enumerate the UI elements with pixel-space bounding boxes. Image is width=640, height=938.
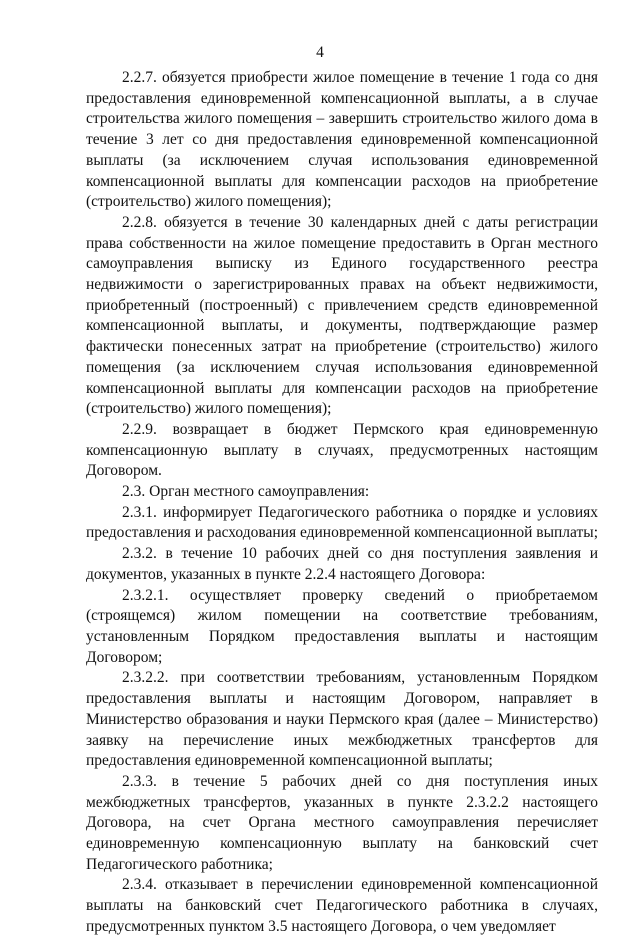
paragraph-2-3-2-2: 2.3.2.2. при соответствии требованиям, установленным Порядком предоставления выплаты и настоящим Договором, направляет в Министерство образования и науки Пермского края (далее – Министерство) заявку на перечисление иных межбюджетных трансфертов для предоставления единовременной компенсационной выплаты; [86, 669, 598, 770]
page-number: 4 [316, 44, 324, 61]
paragraph-2-3: 2.3. Орган местного самоуправления: [122, 483, 370, 501]
document-body [86, 68, 598, 938]
paragraph-2-2-9: 2.2.9. возвращает в бюджет Пермского края единовременную компенсационную выплату в случаях, предусмотренных настоящим Договором. [86, 420, 598, 480]
paragraph-2-3-4: 2.3.4. отказывает в перечислении единовременной компенсационной выплаты на банковский счет Педагогического работника в случаях, предусмотренных пунктом 3.5 настоящего Договора, о чем уведомляет [86, 876, 598, 935]
paragraph-2-2-7: 2.2.7. обязуется приобрести жилое помещение в течение 1 года со дня предоставления единовременной компенсационной выплаты, а в случае строительства жилого помещения – завершить строительство жилого дома в течение 3 лет со дня предоставления единовременной компенсационной выплаты (за исключением случая использования единовременной компенсационной выплаты для компенсации расходов на приобретение (строительство) жилого помещения); [86, 69, 598, 211]
paragraph-2-2-8: 2.2.8. обязуется в течение 30 календарных дней с даты регистрации права собственности на жилое помещение предоставить в Орган местного самоуправления выписку из Единого государственного реестра недвижимости о зарегистрированных правах на объект недвижимости, приобретенный (построенный) с привлечением средств единовременной компенсационной выплаты, и документы, подтверждающие размер фактически понесенных затрат на приобретение (строительство) жилого помещения (за исключением случая использования единовременной компенсационной выплаты для компенсации расходов на приобретение (строительство) жилого помещения); [86, 213, 598, 418]
paragraph-2-3-2-1: 2.3.2.1. осуществляет проверку сведений о приобретаемом (строящемся) жилом помещении на соответствие требованиям, установленным Порядком предоставления выплаты и настоящим Договором; [86, 586, 598, 666]
paragraph-2-3-3: 2.3.3. в течение 5 рабочих дней со дня поступления иных межбюджетных трансфертов, указанных в пункте 2.3.2.2 настоящего Договора, на счет Органа местного самоуправления перечисляет единовременную компенсационную выплату на банковский счет Педагогического работника; [86, 772, 598, 873]
paragraph-2-3-1: 2.3.1. информирует Педагогического работника о порядке и условиях предоставления и расходования единовременной компенсационной выплаты; [86, 503, 599, 542]
paragraph-2-3-2: 2.3.2. в течение 10 рабочих дней со дня поступления заявления и документов, указанных в пункте 2.2.4 настоящего Договора: [86, 545, 598, 583]
